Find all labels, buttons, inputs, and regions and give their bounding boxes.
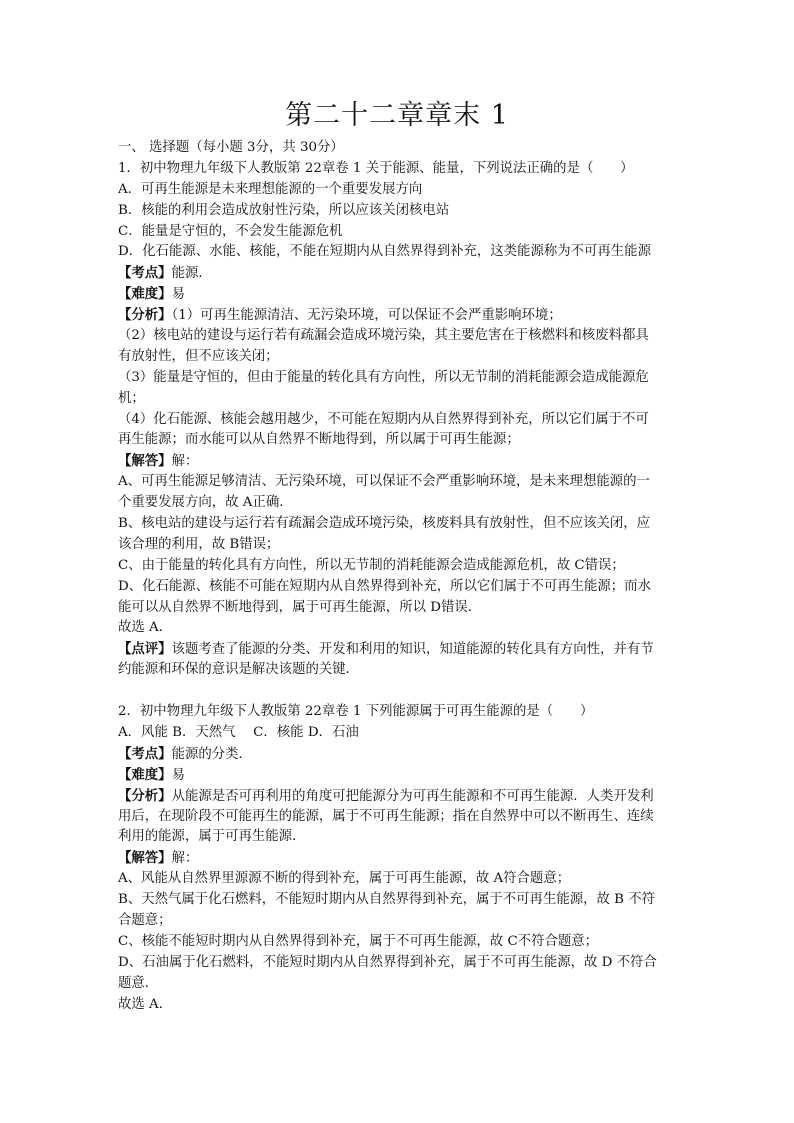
page-title: 第二十二章章末 1 — [285, 100, 509, 131]
dianping-label: 【点评】 — [118, 641, 172, 658]
nandu-label: 【难度】 — [118, 766, 172, 783]
fenxi-line: 机； — [118, 390, 145, 406]
kaodian-label: 【考点】 — [118, 745, 172, 762]
jieda-label: 【解答】 — [118, 453, 172, 470]
question-spacer — [118, 681, 683, 702]
jieda-line: 题意． — [118, 975, 159, 991]
option-c: C．能量是守恒的，不会发生能源危机 — [118, 223, 343, 239]
jieda-text: 解： — [171, 454, 199, 470]
option-b: B．核能的利用会造成放射性污染，所以应该关闭核电站 — [118, 202, 450, 218]
fenxi-line: 利用的能源，属于可再生能源． — [118, 829, 306, 845]
jieda-line: 该合理的利用，故 B错误； — [118, 536, 280, 552]
jieda-line: 合题意； — [118, 912, 172, 928]
question-stem: 2．初中物理九年级下人教版第 22章卷 1 下列能源属于可再生能源的是（ ） — [118, 704, 594, 720]
nandu-row — [118, 284, 683, 305]
question-2 — [118, 702, 683, 1015]
jieda-line: C、核能不能短时期内从自然界得到补充，属于不可再生能源，故 C不符合题意； — [118, 933, 599, 949]
jieda-line: 个重要发展方向，故 A正确． — [118, 495, 293, 511]
jieda-line: A、可再生能源足够清洁、无污染环境，可以保证不会严重影响环境，是未来理想能源的一 — [118, 474, 650, 490]
jieda-row — [118, 848, 683, 869]
question-stem: 1．初中物理九年级下人教版第 22章卷 1 关于能源、能量，下列说法正确的是（ ） — [118, 160, 634, 176]
fenxi-first-line: 从能源是否可再利用的角度可把能源分为可再生能源和不可再生能源．人类开发利 — [171, 788, 654, 804]
fenxi-line: （2）核电站的建设与运行若有疏漏会造成环境污染，其主要危害在于核燃料和核废料都具 — [118, 328, 649, 344]
option-a: A．可再生能源是未来理想能源的一个重要发展方向 — [118, 181, 423, 197]
fenxi-line: 再生能源；而水能可以从自然界不断地得到，所以属于可再生能源； — [118, 432, 520, 448]
section-heading: 一、 选择题（每小题 3分，共 30分） — [118, 140, 344, 155]
jieda-line: A、风能从自然界里源源不断的得到补充，属于可再生能源，故 A符合题意； — [118, 871, 571, 887]
jieda-line: B、核电站的建设与运行若有疏漏会造成环境污染，核废料具有放射性，但不应该关闭，应 — [118, 516, 651, 532]
fenxi-row — [118, 786, 683, 807]
fenxi-row — [118, 305, 683, 326]
jieda-row — [118, 451, 683, 472]
document-body — [118, 138, 683, 1015]
dianping-row — [118, 639, 683, 660]
fenxi-line: 用后，在现阶段不可能再生的能源，属于不可再生能源；指在自然界中可以不断再生、连续 — [118, 808, 654, 824]
fenxi-first-line: （1）可再生能源清洁、无污染环境，可以保证不会严重影响环境； — [171, 308, 562, 324]
dianping-first-line: 该题考查了能源的分类、开发和利用的知识，知道能源的转化具有方向性，并有节 — [171, 642, 654, 658]
options-row: A．风能 B．天然气 C．核能 D．石油 — [118, 724, 359, 740]
question-1 — [118, 159, 683, 681]
fenxi-line: 有放射性，但不应该关闭； — [118, 348, 279, 364]
option-d: D．化石能源、水能、核能，不能在短期内从自然界得到补充，这类能源称为不可再生能源 — [118, 244, 651, 260]
fenxi-line: （3）能量是守恒的，但由于能量的转化具有方向性，所以无节制的消耗能源会造成能源危 — [118, 369, 649, 385]
fenxi-label: 【分析】 — [118, 307, 172, 324]
kaodian-row — [118, 263, 683, 284]
jieda-line: B、天然气属于化石燃料，不能短时期内从自然界得到补充，属于不可再生能源，故 B 不符 — [118, 892, 656, 908]
jieda-line: C、由于能量的转化具有方向性，所以无节制的消耗能源会造成能源危机，故 C错误； — [118, 557, 625, 573]
jieda-line: 能可以从自然界不断地得到，属于可再生能源，所以 D错误． — [118, 599, 482, 615]
jieda-line: 故选 A． — [118, 620, 173, 636]
jieda-line: D、石油属于化石燃料，不能短时期内从自然界得到补充，属于不可再生能源，故 D 不符合 — [118, 954, 657, 970]
nandu-label: 【难度】 — [118, 286, 172, 303]
jieda-line: D、化石能源、核能不可能在短期内从自然界得到补充，所以它们属于不可再生能源；而水 — [118, 578, 651, 594]
jieda-text: 解： — [171, 851, 199, 867]
dianping-line: 约能源和环保的意识是解决该题的关键． — [118, 662, 360, 678]
fenxi-label: 【分析】 — [118, 787, 172, 804]
nandu-text: 易 — [171, 287, 185, 303]
kaodian-row — [118, 744, 683, 765]
jieda-line: 故选 A． — [118, 996, 173, 1012]
nandu-row — [118, 765, 683, 786]
kaodian-text: 能源的分类． — [171, 746, 252, 762]
fenxi-line: （4）化石能源、核能会越用越少，不可能在短期内从自然界得到补充，所以它们属于不可 — [118, 411, 649, 427]
kaodian-label: 【考点】 — [118, 265, 172, 282]
nandu-text: 易 — [171, 767, 185, 783]
kaodian-text: 能源． — [171, 266, 212, 282]
jieda-label: 【解答】 — [118, 850, 172, 867]
